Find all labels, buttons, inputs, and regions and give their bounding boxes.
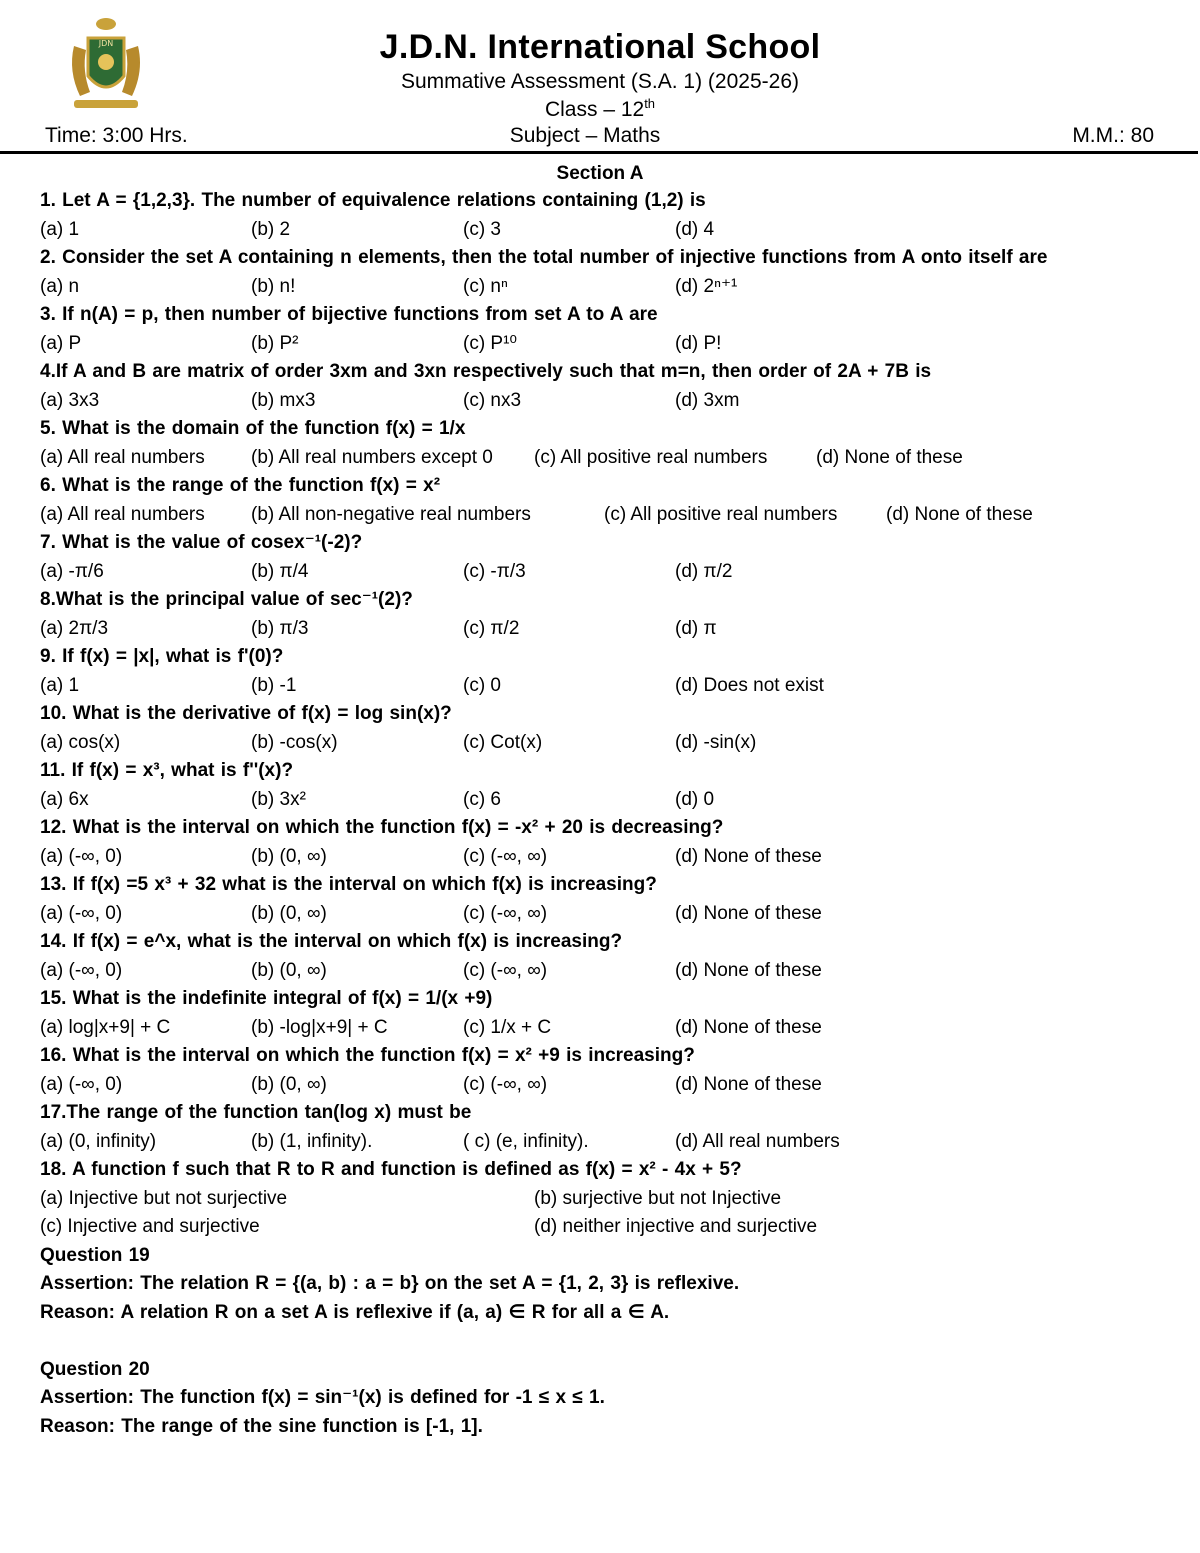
time-label: Time: 3:00 Hrs.	[45, 124, 188, 147]
option-a: (a) (-∞, 0)	[40, 1073, 123, 1095]
question-text: 5. What is the domain of the function f(x) = 1/x	[40, 418, 466, 439]
option-b: (b) 2	[251, 218, 291, 240]
option-a: (a) 1	[40, 674, 80, 696]
option-c: (c) -π/3	[463, 560, 526, 582]
option-b: (b) π/3	[251, 617, 309, 639]
option-c: (c) (-∞, ∞)	[463, 1073, 548, 1095]
option-c: (c) (-∞, ∞)	[463, 959, 548, 981]
option-c: (c) P¹⁰	[463, 332, 518, 354]
subject-label: Subject – Maths	[509, 124, 661, 147]
option-a: (a) 1	[40, 218, 80, 240]
options-row	[40, 672, 1195, 701]
option-c: (c) nx3	[463, 389, 522, 411]
option-a: (a) 3x3	[40, 389, 100, 411]
option-b: (b) All real numbers except 0	[251, 446, 493, 468]
option-b: (b) n!	[251, 275, 296, 297]
question-text: 16. What is the interval on which the function f(x) = x² +9 is increasing?	[40, 1045, 695, 1066]
option-d: (d) None of these	[675, 959, 822, 981]
option-d: (d) None of these	[816, 446, 963, 468]
option-d: (d) Does not exist	[675, 674, 824, 696]
option-b: (b) 3x²	[251, 788, 306, 810]
assertion-text: Assertion: The relation R = {(a, b) : a = b} on the set A = {1, 2, 3} is reflexive.	[40, 1273, 740, 1294]
option-d: (d) 2ⁿ⁺¹	[675, 275, 738, 297]
option-c: (c) 1/x + C	[463, 1016, 552, 1038]
option-d: (d) None of these	[886, 503, 1033, 525]
option-d: (d) 0	[675, 788, 715, 810]
option-d: (d) neither injective and surjective	[534, 1216, 818, 1237]
question-20-label: Question 20	[40, 1358, 150, 1380]
spacer	[40, 1327, 1195, 1356]
options-row	[40, 216, 1195, 245]
option-c: (c) All positive real numbers	[534, 446, 768, 468]
option-c: (c) 0	[463, 674, 501, 696]
option-a: (a) P	[40, 332, 82, 354]
options-row	[40, 330, 1195, 359]
option-c: (c) (-∞, ∞)	[463, 902, 548, 924]
option-b: (b) mx3	[251, 389, 316, 411]
options-row	[40, 729, 1195, 758]
options-row	[40, 1185, 1195, 1214]
option-b: (b) (1, infinity).	[251, 1130, 373, 1152]
options-row	[40, 957, 1195, 986]
option-c: (c) 3	[463, 218, 501, 240]
options-row	[40, 1071, 1195, 1100]
question-text: 2. Consider the set A containing n elements, then the total number of injective functions from A onto itself are	[40, 247, 1048, 268]
question-text: 13. If f(x) =5 x³ + 32 what is the interval on which f(x) is increasing?	[40, 874, 657, 895]
option-b: (b) P²	[251, 332, 299, 354]
option-c: (c) All positive real numbers	[604, 503, 838, 525]
question-list	[40, 187, 1195, 1441]
option-b: (b) -1	[251, 674, 297, 696]
option-b: (b) π/4	[251, 560, 309, 582]
option-c: (c) 6	[463, 788, 501, 810]
assertion-text: Assertion: The function f(x) = sin⁻¹(x) is defined for -1 ≤ x ≤ 1.	[40, 1387, 605, 1408]
options-row	[40, 558, 1195, 587]
max-marks-label: M.M.: 80	[1072, 124, 1154, 147]
question-text: 14. If f(x) = e^x, what is the interval on which f(x) is increasing?	[40, 931, 623, 952]
options-row	[40, 273, 1195, 302]
option-c: (c) nⁿ	[463, 275, 508, 297]
option-c: (c) Injective and surjective	[40, 1216, 260, 1237]
option-a: (a) (0, infinity)	[40, 1130, 157, 1152]
question-text: 11. If f(x) = x³, what is f''(x)?	[40, 760, 294, 781]
question-19-label: Question 19	[40, 1244, 150, 1266]
option-a: (a) 6x	[40, 788, 89, 810]
question-text: 12. What is the interval on which the function f(x) = -x² + 20 is decreasing?	[40, 817, 724, 838]
option-b: (b) (0, ∞)	[251, 845, 327, 867]
options-row	[40, 843, 1195, 872]
reason-text: Reason: The range of the sine function is [-1, 1].	[40, 1415, 483, 1437]
option-c: ( c) (e, infinity).	[463, 1130, 589, 1152]
option-a: (a) Injective but not surjective	[40, 1187, 288, 1209]
option-b: (b) (0, ∞)	[251, 902, 327, 924]
option-a: (a) cos(x)	[40, 731, 121, 753]
option-d: (d) None of these	[675, 1073, 822, 1095]
options-row	[40, 900, 1195, 929]
options-row	[40, 615, 1195, 644]
option-a: (a) n	[40, 275, 80, 297]
question-text: 4.If A and B are matrix of order 3xm and 3xn respectively such that m=n, then order of 2A + 7B is	[40, 361, 932, 382]
question-text: 10. What is the derivative of f(x) = log sin(x)?	[40, 703, 452, 724]
question-text: 8.What is the principal value of sec⁻¹(2)?	[40, 589, 413, 610]
option-a: (a) (-∞, 0)	[40, 959, 123, 981]
option-a: (a) (-∞, 0)	[40, 845, 123, 867]
option-a: (a) 2π/3	[40, 617, 109, 639]
svg-text:JDN: JDN	[98, 39, 114, 48]
reason-text: Reason: A relation R on a set A is reflexive if (a, a) ∈ R for all a ∈ A.	[40, 1301, 670, 1323]
section-heading: Section A	[556, 163, 644, 184]
class-label: Class – 12th	[544, 96, 656, 121]
option-d: (d) None of these	[675, 902, 822, 924]
options-row	[40, 786, 1195, 815]
question-text: 6. What is the range of the function f(x) = x²	[40, 475, 441, 496]
option-c: (c) π/2	[463, 617, 520, 639]
question-text: 7. What is the value of cosex⁻¹(-2)?	[40, 532, 363, 553]
option-a: (a) (-∞, 0)	[40, 902, 123, 924]
question-text: 18. A function f such that R to R and function is defined as f(x) = x² - 4x + 5?	[40, 1159, 742, 1180]
option-b: (b) surjective but not Injective	[534, 1187, 782, 1209]
option-b: (b) (0, ∞)	[251, 1073, 327, 1095]
option-d: (d) -sin(x)	[675, 731, 757, 753]
option-b: (b) (0, ∞)	[251, 959, 327, 981]
options-row	[40, 1014, 1195, 1043]
option-d: (d) All real numbers	[675, 1130, 840, 1152]
options-row	[40, 387, 1195, 416]
question-text: 1. Let A = {1,2,3}. The number of equivalence relations containing (1,2) is	[40, 190, 706, 211]
option-d: (d) 4	[675, 218, 715, 240]
option-d: (d) π/2	[675, 560, 733, 582]
option-d: (d) π	[675, 617, 717, 639]
option-c: (c) (-∞, ∞)	[463, 845, 548, 867]
option-d: (d) P!	[675, 332, 722, 354]
assessment-title: Summative Assessment (S.A. 1) (2025-26)	[401, 70, 799, 93]
question-text: 9. If f(x) = |x|, what is f'(0)?	[40, 646, 284, 667]
option-c: (c) Cot(x)	[463, 731, 543, 753]
option-a: (a) All real numbers	[40, 503, 205, 525]
option-b: (b) All non-negative real numbers	[251, 503, 531, 525]
option-a: (a) -π/6	[40, 560, 104, 582]
header-divider	[0, 151, 1198, 154]
options-row	[40, 444, 1195, 473]
question-text: 17.The range of the function tan(log x) must be	[40, 1102, 472, 1123]
option-a: (a) log|x+9| + C	[40, 1016, 171, 1038]
option-b: (b) -cos(x)	[251, 731, 338, 753]
options-row	[40, 501, 1195, 530]
school-name: J.D.N. International School	[379, 28, 821, 66]
options-row	[40, 1128, 1195, 1157]
option-b: (b) -log|x+9| + C	[251, 1016, 388, 1038]
option-d: (d) 3xm	[675, 389, 740, 411]
question-text: 15. What is the indefinite integral of f(x) = 1/(x +9)	[40, 988, 493, 1009]
option-d: (d) None of these	[675, 1016, 822, 1038]
question-text: 3. If n(A) = p, then number of bijective functions from set A to A are	[40, 304, 658, 325]
options-row	[40, 1213, 1195, 1242]
option-d: (d) None of these	[675, 845, 822, 867]
option-a: (a) All real numbers	[40, 446, 205, 468]
